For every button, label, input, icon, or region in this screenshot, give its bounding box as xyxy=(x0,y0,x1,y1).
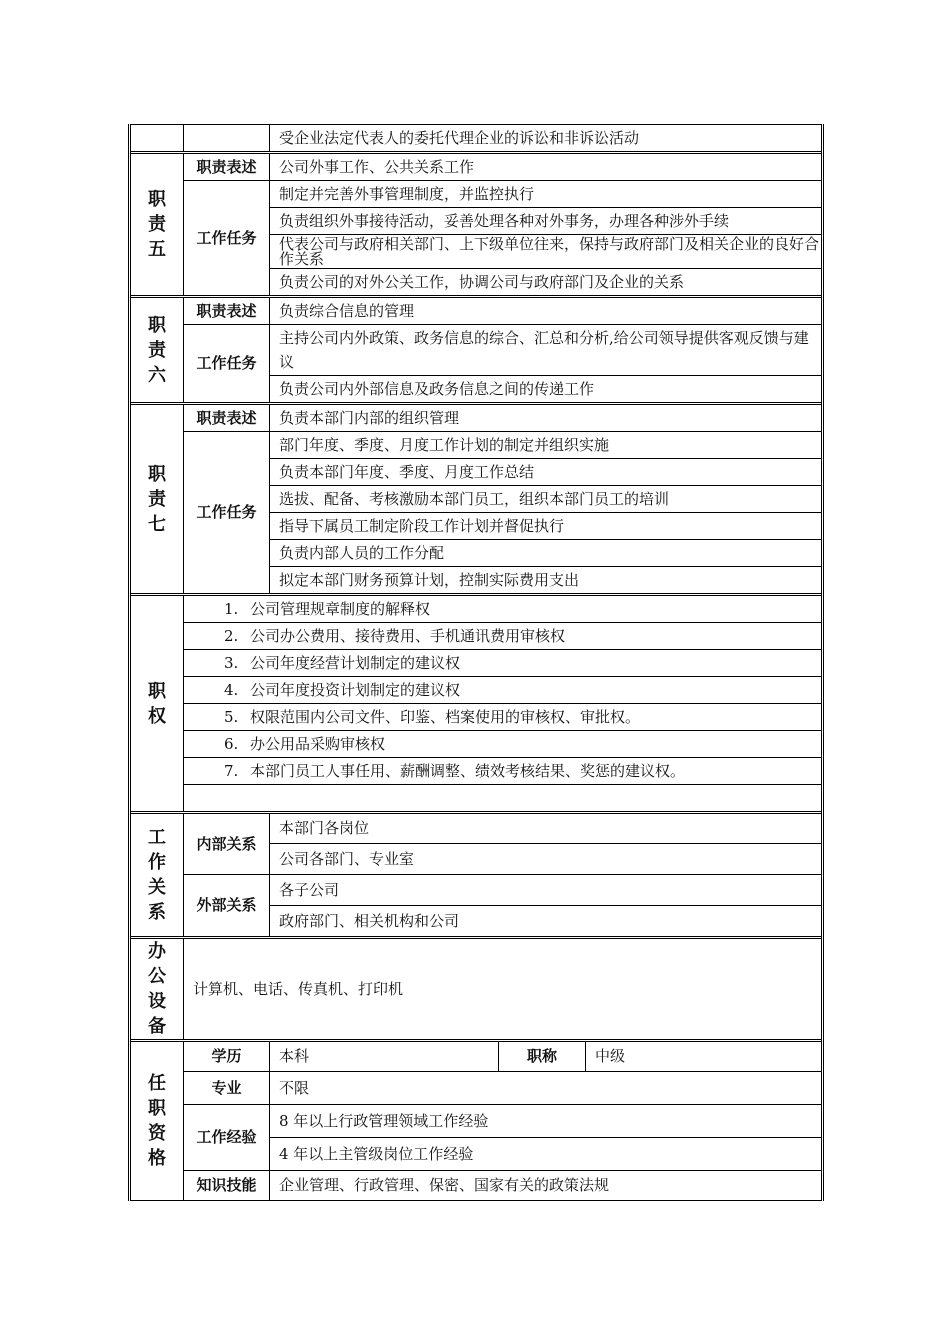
relations-title xyxy=(130,813,184,938)
external-relation: 政府部门、相关机构和公司 xyxy=(270,906,823,938)
empty-row xyxy=(184,785,823,813)
duty7-desc-label: 职责表述 xyxy=(184,404,270,432)
authority-item-text: 公司办公费用、接待费用、手机通讯费用审核权 xyxy=(250,626,566,645)
duty6-title xyxy=(130,297,184,404)
duty5-task: 负责组织外事接待活动，妥善处理各种对外事务，办理各种涉外手续 xyxy=(270,208,823,235)
authority-title xyxy=(130,595,184,813)
duty7-desc: 负责本部门内部的组织管理 xyxy=(270,404,823,432)
internal-relation: 公司各部门、专业室 xyxy=(270,844,823,875)
duty7-task: 部门年度、季度、月度工作计划的制定并组织实施 xyxy=(270,432,823,459)
authority-item xyxy=(184,704,823,731)
duty5-task: 代表公司与政府相关部门、上下级单位往来，保持与政府部门及相关企业的良好合作关系 xyxy=(270,235,823,269)
authority-item-number: 6. xyxy=(224,734,239,753)
duty5-task-label: 工作任务 xyxy=(184,181,270,297)
external-relation: 各子公司 xyxy=(270,875,823,906)
empty-cell xyxy=(130,125,184,153)
duty7-task: 选拔、配备、考核激励本部门员工，组织本部门员工的培训 xyxy=(270,486,823,513)
duty5-desc: 公司外事工作、公共关系工作 xyxy=(270,153,823,181)
duty6-desc-label: 职责表述 xyxy=(184,297,270,325)
duty5-title xyxy=(130,153,184,297)
authority-title-text: 职权 xyxy=(148,680,166,727)
skills-value: 企业管理、行政管理、保密、国家有关的政策法规 xyxy=(270,1171,823,1201)
empty-cell xyxy=(184,125,270,153)
duty6-task: 负责公司内外部信息及政务信息之间的传递工作 xyxy=(270,376,823,404)
job-description-table xyxy=(128,124,821,1201)
duty6-task-label: 工作任务 xyxy=(184,325,270,404)
duty6-title-text: 职责六 xyxy=(148,314,166,386)
title-rank-label: 职称 xyxy=(499,1041,586,1072)
authority-item-number: 1. xyxy=(224,599,239,618)
experience-value: 8 年以上行政管理领域工作经验 xyxy=(270,1105,823,1138)
duty5-title-text: 职责五 xyxy=(148,189,166,260)
equipment-title-text: 办公设备 xyxy=(148,941,166,1037)
duty5-task: 负责公司的对外公关工作，协调公司与政府部门及企业的关系 xyxy=(270,269,823,297)
duty7-task: 负责本部门年度、季度、月度工作总结 xyxy=(270,459,823,486)
duty6-task: 主持公司内外政策、政务信息的综合、汇总和分析,给公司领导提供客观反馈与建议 xyxy=(270,325,823,376)
authority-item-number: 5. xyxy=(224,707,239,726)
authority-item-text: 公司年度经营计划制定的建议权 xyxy=(250,653,461,672)
authority-item-number: 4. xyxy=(224,680,239,699)
authority-item-number: 3. xyxy=(224,653,239,672)
duty7-task: 拟定本部门财务预算计划，控制实际费用支出 xyxy=(270,567,823,595)
duty6-desc: 负责综合信息的管理 xyxy=(270,297,823,325)
authority-item xyxy=(184,650,823,677)
duty7-title xyxy=(130,404,184,595)
major-label: 专业 xyxy=(184,1072,270,1105)
duty5-task: 制定并完善外事管理制度，并监控执行 xyxy=(270,181,823,208)
authority-item-text: 办公用品采购审核权 xyxy=(250,734,386,753)
authority-item-text: 公司年度投资计划制定的建议权 xyxy=(250,680,461,699)
internal-relation: 本部门各岗位 xyxy=(270,813,823,844)
duty7-title-text: 职责七 xyxy=(148,463,166,535)
duty-task-text: 受企业法定代表人的委托代理企业的诉讼和非诉讼活动 xyxy=(270,125,823,153)
experience-value: 4 年以上主管级岗位工作经验 xyxy=(270,1138,823,1171)
authority-item xyxy=(184,758,823,785)
experience-label: 工作经验 xyxy=(184,1105,270,1171)
authority-item-number: 7. xyxy=(224,761,239,780)
internal-relations-label: 内部关系 xyxy=(184,813,270,875)
duty7-task: 指导下属员工制定阶段工作计划并督促执行 xyxy=(270,513,823,540)
qualification-title-text: 任职资格 xyxy=(148,1073,166,1169)
skills-label: 知识技能 xyxy=(184,1171,270,1201)
authority-item xyxy=(184,595,823,623)
education-value: 本科 xyxy=(270,1041,499,1072)
authority-item-text: 权限范围内公司文件、印鉴、档案使用的审核权、审批权。 xyxy=(250,707,641,726)
major-value: 不限 xyxy=(270,1072,823,1105)
authority-item xyxy=(184,623,823,650)
relations-title-text: 工作关系 xyxy=(148,827,166,923)
authority-item-number: 2. xyxy=(224,626,239,645)
education-label: 学历 xyxy=(184,1041,270,1072)
external-relations-label: 外部关系 xyxy=(184,875,270,938)
authority-item xyxy=(184,677,823,704)
authority-item-text: 本部门员工人事任用、薪酬调整、绩效考核结果、奖惩的建议权。 xyxy=(250,761,686,780)
qualification-title xyxy=(130,1041,184,1201)
equipment-text: 计算机、电话、传真机、打印机 xyxy=(184,938,823,1041)
authority-item xyxy=(184,731,823,758)
duty7-task-label: 工作任务 xyxy=(184,432,270,595)
duty5-desc-label: 职责表述 xyxy=(184,153,270,181)
title-rank-value: 中级 xyxy=(586,1041,823,1072)
equipment-title xyxy=(130,938,184,1041)
duty7-task: 负责内部人员的工作分配 xyxy=(270,540,823,567)
authority-item-text: 公司管理规章制度的解释权 xyxy=(250,599,431,618)
